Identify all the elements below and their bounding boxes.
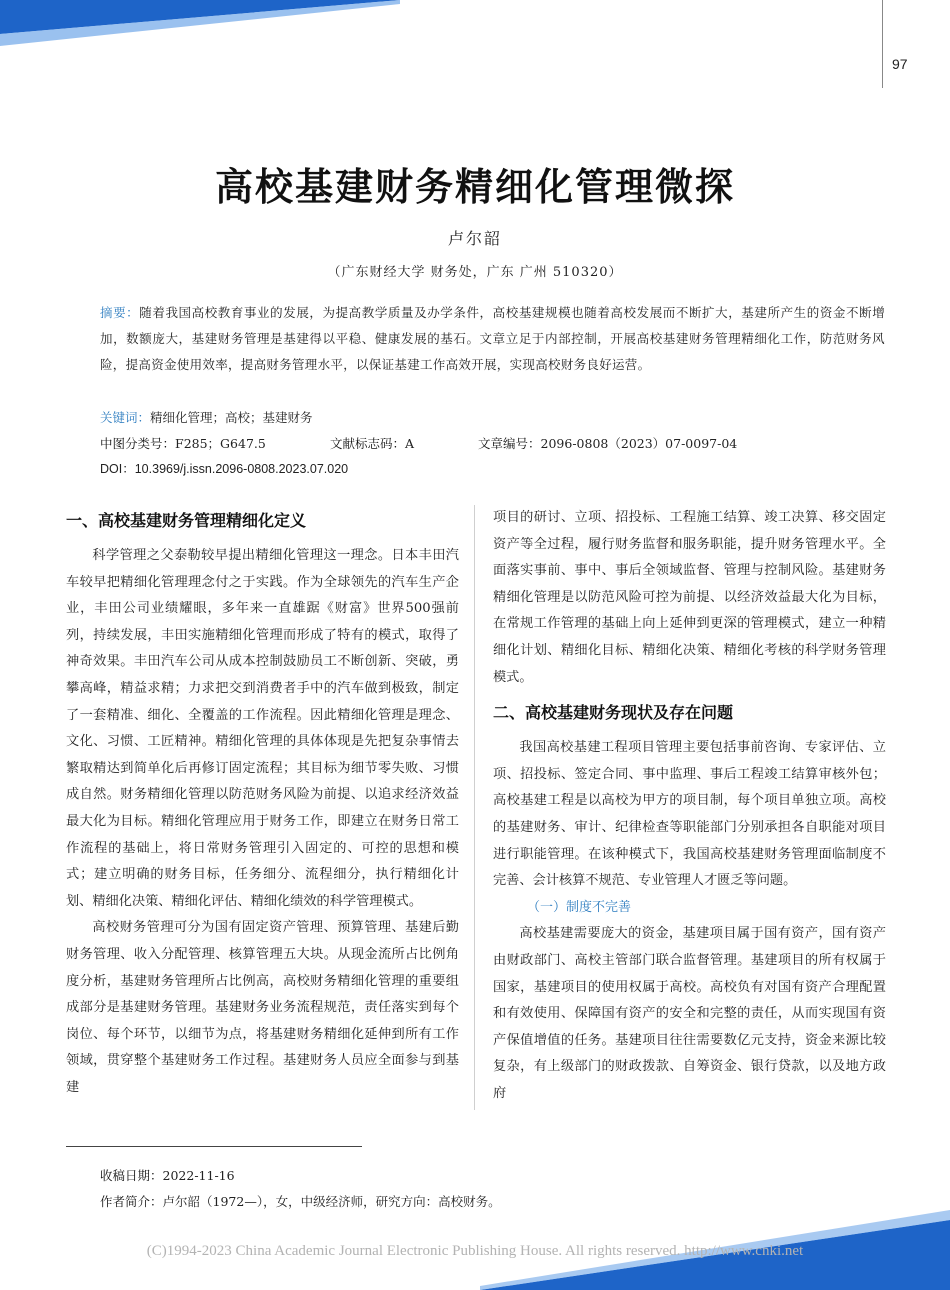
received-value: 2022-11-16 bbox=[162, 1168, 235, 1183]
doi-text: 10.3969/j.issn.2096-0808.2023.07.020 bbox=[134, 462, 349, 476]
right-column bbox=[493, 505, 886, 1107]
left-column bbox=[66, 505, 459, 1101]
top-left-decoration bbox=[0, 0, 400, 48]
clc-label: 中图分类号： bbox=[100, 436, 176, 451]
document-code bbox=[330, 434, 414, 452]
received-label: 收稿日期： bbox=[100, 1168, 163, 1183]
clc-number bbox=[100, 434, 266, 452]
header-rule bbox=[882, 0, 883, 88]
section-2-heading: 二、高校基建财务现状及存在问题 bbox=[493, 703, 734, 723]
section-1-paragraph-2: 高校财务管理可分为国有固定资产管理、预算管理、基建后勤财务管理、收入分配管理、核算管理五大块。从现金流所占比例角度分析，基建财务管理所占比例高，高校财务精细化管理的重要组成部分是基建财务管理。基建财务业务流程规范，责任落实到每个岗位、每个环节，以细节为点，将基建财务精细化延伸到所有工作领域，贯穿整个基建财务工作过程。基建财务人员应全面参与到基建 bbox=[66, 920, 459, 1095]
doi bbox=[100, 459, 348, 477]
section-1-paragraph-2-continued: 项目的研讨、立项、招投标、工程施工结算、竣工决算、移交固定资产等全过程，履行财务监督和服务职能，提升财务管理水平。全面落实事前、事中、事后全领域监督、管理与控制风险。基建财务精细化管理是以防范风险可控为前提、以经济效益最大化为目标，在常规工作管理的基础上向上延伸到更深的管理模式，建立一种精细化计划、精细化目标、精细化决策、精细化考核的科学财务管理模式。 bbox=[493, 510, 886, 685]
received-date bbox=[100, 1166, 235, 1184]
doi-label: DOI： bbox=[100, 462, 135, 476]
keywords bbox=[100, 408, 313, 426]
section-2-paragraph-1: 我国高校基建工程项目管理主要包括事前咨询、专家评估、立项、招投标、签定合同、事中监理、事后工程竣工结算审核外包；高校基建工程是以高校为甲方的项目制，每个项目单独立项。高校的基建财务、审计、纪律检查等职能部门分别承担各自职能对项目进行职能管理。在该种模式下，我国高校基建财务管理面临制度不完善、会计核算不规范、专业管理人才匮乏等问题。 bbox=[493, 740, 886, 889]
abstract bbox=[100, 300, 885, 378]
keywords-label: 关键词： bbox=[100, 410, 151, 425]
article-number bbox=[478, 434, 737, 452]
section-1-paragraph-1: 科学管理之父泰勒较早提出精细化管理这一理念。日本丰田汽车较早把精细化管理理念付之于实践。作为全球领先的汽车生产企业，丰田公司业绩耀眼，多年来一直雄踞《财富》世界500强前列，持续发展，丰田实施精细化管理而形成了特有的模式，取得了神奇效果。丰田汽车公司从成本控制鼓励员工不断创新、突破，勇攀高峰，精益求精；力求把交到消费者手中的汽车做到极致，制定了一套精准、细化、全覆盖的工作流程。因此精细化管理是理念、文化、习惯、工匠精神。精细化管理的具体体现是先把复杂事情去繁取精达到简单化后再修订固定流程；其目标为细节零失败、习惯成自然。财务精细化管理以防范财务风险为前提、以追求经济效益最大化为目标。精细化管理应用于财务工作，即建立在财务日常工作流程的基础上，将日常财务管理引入固定的、可控的思想和模式；建立明确的财务目标，任务细分、流程细分，执行精细化计划、精细化决策、精细化评估、精细化绩效的科学管理模式。 bbox=[66, 548, 459, 909]
article-title: 高校基建财务精细化管理微探 bbox=[214, 165, 735, 209]
doc-code-label: 文献标志码： bbox=[330, 436, 406, 451]
keywords-text: 精细化管理；高校；基建财务 bbox=[150, 410, 313, 425]
bio-value: 卢尔韶（1972—），女，中级经济师，研究方向：高校财务。 bbox=[162, 1194, 501, 1209]
section-2-paragraph-2: 高校基建需要庞大的资金，基建项目属于国有资产，国有资产由财政部门、高校主管部门联合监督管理。基建项目的所有权属于国家，基建项目的使用权属于高校。高校负有对国有资产合理配置和有效使用、保障国有资产的安全和完整的责任，从而实现国有资产保值增值的任务。基建项目往往需要数亿元支持，资金来源比较复杂，有上级部门的财政拨款、自筹资金、银行贷款，以及地方政府 bbox=[493, 926, 886, 1101]
abstract-label: 摘要： bbox=[100, 305, 140, 320]
footnote-rule bbox=[66, 1146, 362, 1147]
author-bio bbox=[100, 1192, 501, 1210]
article-number-label: 文章编号： bbox=[478, 436, 541, 451]
copyright-notice: (C)1994-2023 China Academic Journal Electronic Publishing House. All rights reserved. http://www.cnki.net bbox=[146, 1243, 804, 1259]
doc-code-text: A bbox=[405, 436, 415, 451]
author-name: 卢尔韶 bbox=[447, 229, 502, 248]
bio-label: 作者简介： bbox=[100, 1194, 163, 1209]
page-number: 97 bbox=[892, 56, 908, 72]
column-divider bbox=[474, 505, 475, 1110]
article-number-text: 2096-0808（2023）07-0097-04 bbox=[540, 436, 738, 451]
author-affiliation: （广东财经大学 财务处，广东 广州 510320） bbox=[327, 265, 623, 280]
subsection-1-heading: （一）制度不完善 bbox=[527, 899, 632, 915]
abstract-text: 随着我国高校教育事业的发展，为提高教学质量及办学条件，高校基建规模也随着高校发展而不断扩大，基建所产生的资金不断增加，数额庞大，基建财务管理是基建得以平稳、健康发展的基石。文章立足于内部控制，开展高校基建财务管理精细化工作，防范财务风险，提高资金使用效率，提高财务管理水平，以保证基建工作高效开展，实现高校财务良好运营。 bbox=[100, 305, 885, 372]
section-1-heading: 一、高校基建财务管理精细化定义 bbox=[66, 511, 307, 530]
clc-text: F285；G647.5 bbox=[175, 436, 266, 451]
